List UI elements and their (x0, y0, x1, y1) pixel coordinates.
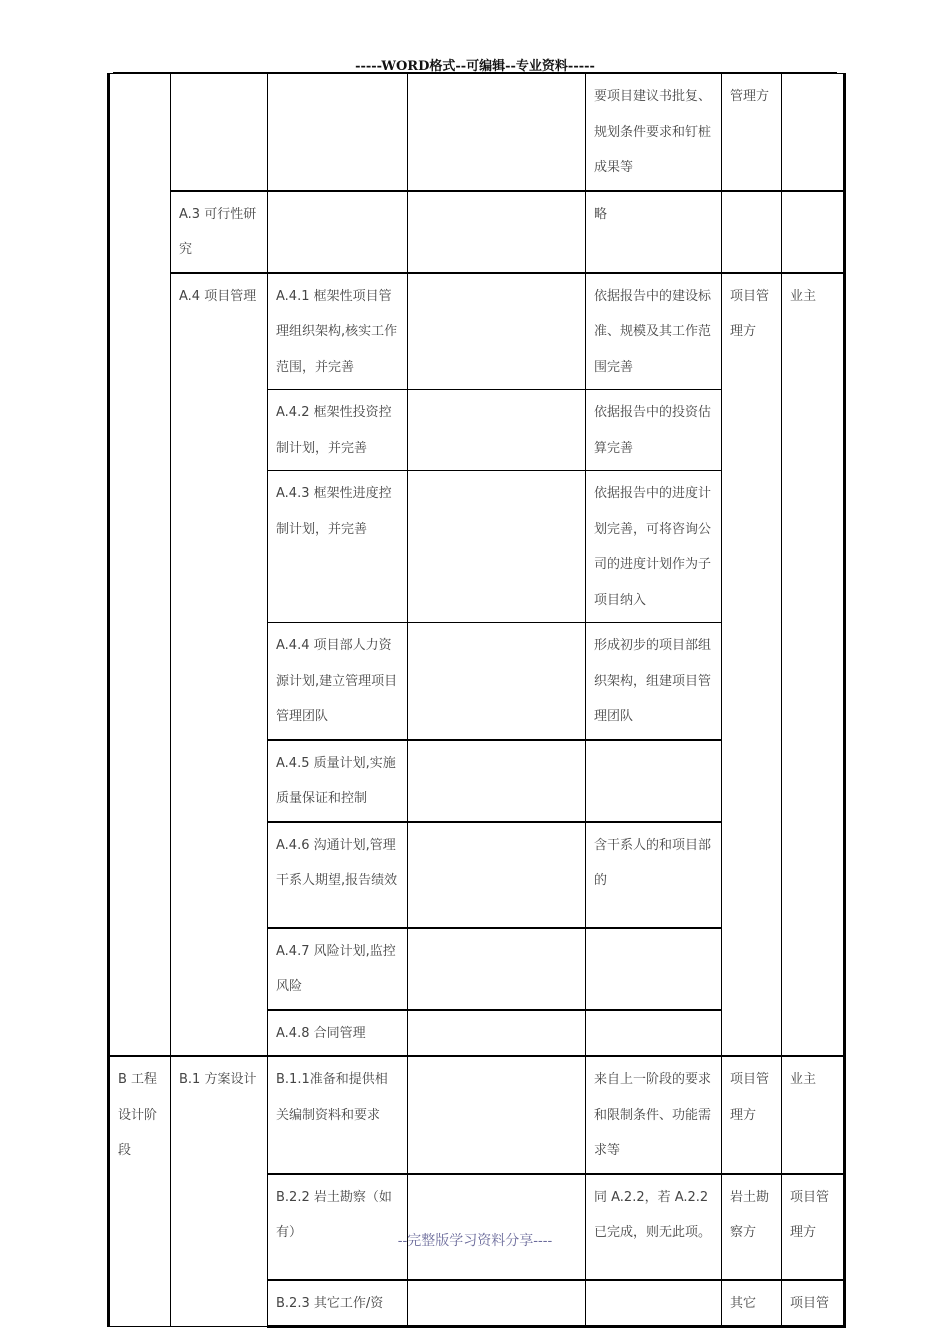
cell-text: 项目管理方 (730, 288, 770, 339)
cell-text: 依据报告中的建设标准、规模及其工作范围完善 (594, 288, 712, 375)
table-cell (268, 74, 408, 191)
stage-cell-a (109, 74, 171, 1057)
table-cell (586, 1174, 722, 1280)
cell-text: 其它 (730, 1295, 757, 1311)
table-cell (586, 273, 722, 390)
table-cell (722, 74, 782, 191)
project-work-table (107, 73, 846, 1328)
table-row (109, 191, 845, 273)
table-cell (586, 1056, 722, 1174)
table-cell (782, 191, 845, 273)
cell-text: A.3 可行性研究 (179, 206, 257, 257)
cell-text: A.4.6 沟通计划,管理干系人期望,报告绩效 (276, 837, 398, 888)
table-cell (268, 390, 408, 471)
cell-text: B.1.1准备和提供相关编制资料和要求 (276, 1072, 388, 1123)
table-cell (586, 822, 722, 928)
table-cell (408, 74, 586, 191)
table-cell (408, 1174, 586, 1280)
cell-text: 业主 (790, 288, 817, 304)
table-cell (782, 1056, 845, 1174)
cell-text: 形成初步的项目部组织架构，组建项目管理团队 (594, 638, 712, 724)
cell-text: 依据报告中的进度计划完善，可将咨询公司的进度计划作为子项目纳入 (594, 486, 712, 608)
table-cell (586, 471, 722, 623)
table-cell (171, 74, 268, 191)
cell-text: A.4 项目管理 (179, 288, 257, 304)
cell-text: 岩土勘察方 (730, 1189, 770, 1240)
cell-text: A.4.1 框架性项目管理组织架构,核实工作范围，并完善 (276, 288, 398, 375)
table-cell (586, 1010, 722, 1057)
table-cell (268, 740, 408, 822)
table-cell (722, 273, 782, 1057)
table-cell (268, 623, 408, 740)
page-header: -----WORD格式--可编辑--专业资料----- (355, 59, 595, 74)
cell-text: B.2.2 岩土勘察（如有） (276, 1189, 392, 1240)
cell-text: A.4.8 合同管理 (276, 1025, 366, 1041)
table-cell (268, 822, 408, 928)
table-cell (722, 1280, 782, 1327)
cell-text: A.4.2 框架性投资控制计划，并完善 (276, 405, 392, 456)
table-cell (586, 1280, 722, 1327)
table-cell (171, 191, 268, 273)
table-cell (268, 273, 408, 390)
table-cell (408, 273, 586, 390)
table-cell (268, 1056, 408, 1174)
table-cell (408, 1056, 586, 1174)
table-cell (268, 1280, 408, 1327)
table-cell (722, 1056, 782, 1174)
cell-text: B.1 方案设计 (179, 1072, 257, 1087)
table-cell (171, 273, 268, 1057)
table-cell (586, 740, 722, 822)
table-cell (408, 1010, 586, 1057)
cell-text: 同 A.2.2，若 A.2.2 已完成，则无此项。 (594, 1189, 712, 1240)
cell-text: 依据报告中的投资估算完善 (594, 405, 712, 456)
cell-text: A.4.4 项目部人力资源计划,建立管理项目管理团队 (276, 638, 398, 724)
table-cell (408, 740, 586, 822)
table-row (109, 1056, 845, 1174)
table-cell (408, 390, 586, 471)
table-cell (268, 471, 408, 623)
page-footer: --完整版学习资料分享---- (397, 1233, 553, 1249)
cell-text: 要项目建议书批复、规划条件要求和钉桩成果等 (594, 89, 712, 175)
table-cell (586, 191, 722, 273)
table-cell (268, 1010, 408, 1057)
cell-text: 含干系人的和项目部的 (594, 837, 712, 888)
cell-text: A.4.5 质量计划,实施质量保证和控制 (276, 755, 396, 806)
table-cell (408, 822, 586, 928)
table-cell (408, 623, 586, 740)
cell-text: A.4.3 框架性进度控制计划，并完善 (276, 486, 392, 537)
table-cell (408, 471, 586, 623)
table-row (109, 74, 845, 191)
cell-text: 业主 (790, 1072, 817, 1087)
table-cell (408, 928, 586, 1010)
table-cell (408, 191, 586, 273)
table-cell (782, 1174, 845, 1280)
table-cell (586, 623, 722, 740)
table-cell (586, 390, 722, 471)
table-cell (586, 928, 722, 1010)
table-cell (722, 1174, 782, 1280)
cell-text: 略 (594, 206, 608, 222)
cell-text: B 工程设计阶段 (118, 1072, 158, 1158)
table-row (109, 273, 845, 390)
table-cell (268, 928, 408, 1010)
table-cell (782, 273, 845, 1057)
table-cell (171, 1056, 268, 1327)
table-cell (586, 74, 722, 191)
stage-cell-b (109, 1056, 171, 1327)
table-cell (722, 191, 782, 273)
cell-text: B.2.3 其它工作/资 (276, 1295, 384, 1311)
cell-text: 来自上一阶段的要求和限制条件、功能需求等 (594, 1072, 712, 1158)
table-cell (268, 191, 408, 273)
cell-text: 项目管理方 (730, 1072, 770, 1123)
table-cell (782, 1280, 845, 1327)
table-cell (268, 1174, 408, 1280)
cell-text: 管理方 (730, 89, 770, 104)
table-cell (408, 1280, 586, 1327)
cell-text: 项目管 (790, 1295, 830, 1311)
table-cell (782, 74, 845, 191)
cell-text: A.4.7 风险计划,监控风险 (276, 943, 396, 994)
cell-text: 项目管理方 (790, 1189, 830, 1240)
